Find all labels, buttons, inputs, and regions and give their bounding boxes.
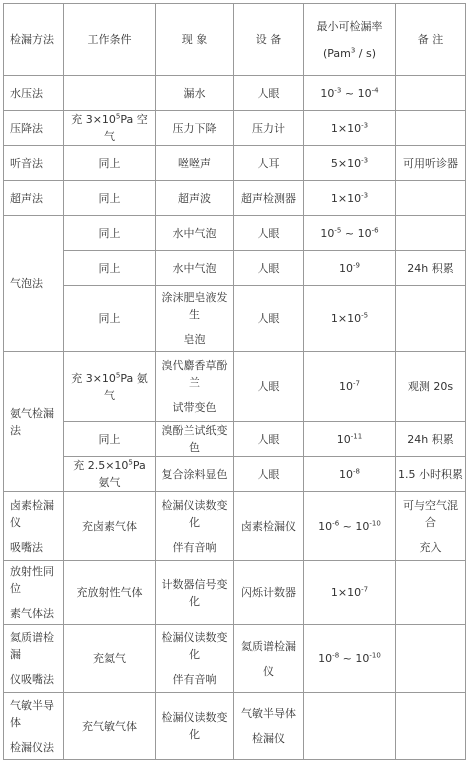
header-rate-title: 最小可检漏率: [316, 19, 383, 33]
table-row: [4, 561, 466, 625]
device-cell: 人耳: [234, 146, 304, 181]
note-cell: [396, 181, 466, 216]
leak-detection-table: [3, 3, 466, 760]
phenomenon-cell: 检漏仪读数变化 伴有音响: [156, 625, 234, 693]
condition-cell: 充 $3\times 10^5Pa$ 空气: [64, 111, 156, 146]
condition-cell: 同上: [64, 216, 156, 251]
phenomenon-cell: 漏水: [156, 76, 234, 111]
note-cell: [396, 216, 466, 251]
table-row: [4, 251, 466, 286]
note-cell: 观测 20s: [396, 352, 466, 422]
table-header-row: [4, 4, 466, 76]
table-row: [4, 181, 466, 216]
rate-cell: $1\times 10^{-3}$: [304, 181, 396, 216]
table-row: [4, 422, 466, 457]
device-cell: 超声检测器: [234, 181, 304, 216]
rate-cell: $10^{-9}$: [304, 251, 396, 286]
condition-cell: 充放射性气体: [64, 561, 156, 625]
header-note: 备 注: [396, 4, 466, 76]
note-cell: [396, 111, 466, 146]
rate-cell: $10^{-3}$ ~ $10^{-4}$: [304, 76, 396, 111]
table-row: [4, 492, 466, 561]
phenomenon-cell: 超声波: [156, 181, 234, 216]
device-cell: 人眼: [234, 457, 304, 492]
condition-cell: 同上: [64, 146, 156, 181]
note-cell: 可用听诊器: [396, 146, 466, 181]
rate-cell: $10^{-6}$ ~ $10^{-10}$: [304, 492, 396, 561]
method-cell: 气泡法: [4, 216, 64, 352]
device-cell: 人眼: [234, 422, 304, 457]
note-cell: [396, 76, 466, 111]
note-cell: [396, 625, 466, 693]
table-row: [4, 625, 466, 693]
device-cell: 人眼: [234, 251, 304, 286]
method-cell: 气敏半导体 检漏仪法: [4, 693, 64, 760]
method-cell: 压降法: [4, 111, 64, 146]
rate-cell: $10^{-11}$: [304, 422, 396, 457]
note-cell: 24h 积累: [396, 251, 466, 286]
note-cell: [396, 693, 466, 760]
device-cell: 人眼: [234, 216, 304, 251]
method-cell: 听音法: [4, 146, 64, 181]
condition-cell: 充氦气: [64, 625, 156, 693]
phenomenon-cell: 水中气泡: [156, 251, 234, 286]
phenomenon-cell: 压力下降: [156, 111, 234, 146]
rate-cell: $10^{-8}$: [304, 457, 396, 492]
condition-cell: 充 $2.5\times 10^5Pa$ 氨气: [64, 457, 156, 492]
device-cell: 人眼: [234, 76, 304, 111]
condition-cell: 充 $3\times 10^5Pa$ 氨气: [64, 352, 156, 422]
device-cell: 人眼: [234, 352, 304, 422]
note-cell: 24h 积累: [396, 422, 466, 457]
method-cell: 氨气检漏法: [4, 352, 64, 492]
table-row: [4, 693, 466, 760]
header-method: 检漏方法: [4, 4, 64, 76]
rate-cell: $10^{-7}$: [304, 352, 396, 422]
rate-cell: $10^{-5}$ ~ $10^{-6}$: [304, 216, 396, 251]
condition-cell: 同上: [64, 251, 156, 286]
note-cell: 可与空气混合 充入: [396, 492, 466, 561]
header-phenomenon: 现 象: [156, 4, 234, 76]
condition-cell: 同上: [64, 181, 156, 216]
device-cell: 气敏半导体 检漏仪: [234, 693, 304, 760]
phenomenon-cell: 水中气泡: [156, 216, 234, 251]
header-device: 设 备: [234, 4, 304, 76]
rate-cell: $10^{-8}$ ~ $10^{-10}$: [304, 625, 396, 693]
phenomenon-cell: 复合涂料显色: [156, 457, 234, 492]
method-cell: 放射性同位 素气体法: [4, 561, 64, 625]
header-rate: [304, 4, 396, 76]
method-cell: 水压法: [4, 76, 64, 111]
rate-cell: $5\times 10^{-3}$: [304, 146, 396, 181]
table-row: [4, 352, 466, 422]
condition-cell: 同上: [64, 422, 156, 457]
condition-cell: 充气敏气体: [64, 693, 156, 760]
device-cell: 卤素检漏仪: [234, 492, 304, 561]
rate-cell: [304, 693, 396, 760]
method-cell: 氦质谱检漏 仪吸嘴法: [4, 625, 64, 693]
device-cell: 氦质谱检漏 仪: [234, 625, 304, 693]
table-row: [4, 457, 466, 492]
method-cell: 卤素检漏仪 吸嘴法: [4, 492, 64, 561]
rate-cell: $1\times 10^{-5}$: [304, 286, 396, 352]
table-row: [4, 286, 466, 352]
phenomenon-cell: 检漏仪读数变化: [156, 693, 234, 760]
note-cell: 1.5 小时积累: [396, 457, 466, 492]
table-row: [4, 76, 466, 111]
device-cell: 人眼: [234, 286, 304, 352]
header-rate-unit: (Pam$^3$ / s): [322, 45, 377, 60]
phenomenon-cell: 咝咝声: [156, 146, 234, 181]
condition-cell: 充卤素气体: [64, 492, 156, 561]
note-cell: [396, 561, 466, 625]
phenomenon-cell: 检漏仪读数变化 伴有音响: [156, 492, 234, 561]
table-row: [4, 216, 466, 251]
condition-cell: [64, 76, 156, 111]
table-row: [4, 146, 466, 181]
header-condition: 工作条件: [64, 4, 156, 76]
device-cell: 压力计: [234, 111, 304, 146]
phenomenon-cell: 溴酚兰试纸变色: [156, 422, 234, 457]
condition-cell: 同上: [64, 286, 156, 352]
method-cell: 超声法: [4, 181, 64, 216]
phenomenon-cell: 计数器信号变化: [156, 561, 234, 625]
phenomenon-cell: 涂沫肥皂液发生 皂泡: [156, 286, 234, 352]
note-cell: [396, 286, 466, 352]
device-cell: 闪烁计数器: [234, 561, 304, 625]
table-row: [4, 111, 466, 146]
phenomenon-cell: 溴代麝香草酚兰 试带变色: [156, 352, 234, 422]
rate-cell: $1\times 10^{-3}$: [304, 111, 396, 146]
rate-cell: $1\times 10^{-7}$: [304, 561, 396, 625]
